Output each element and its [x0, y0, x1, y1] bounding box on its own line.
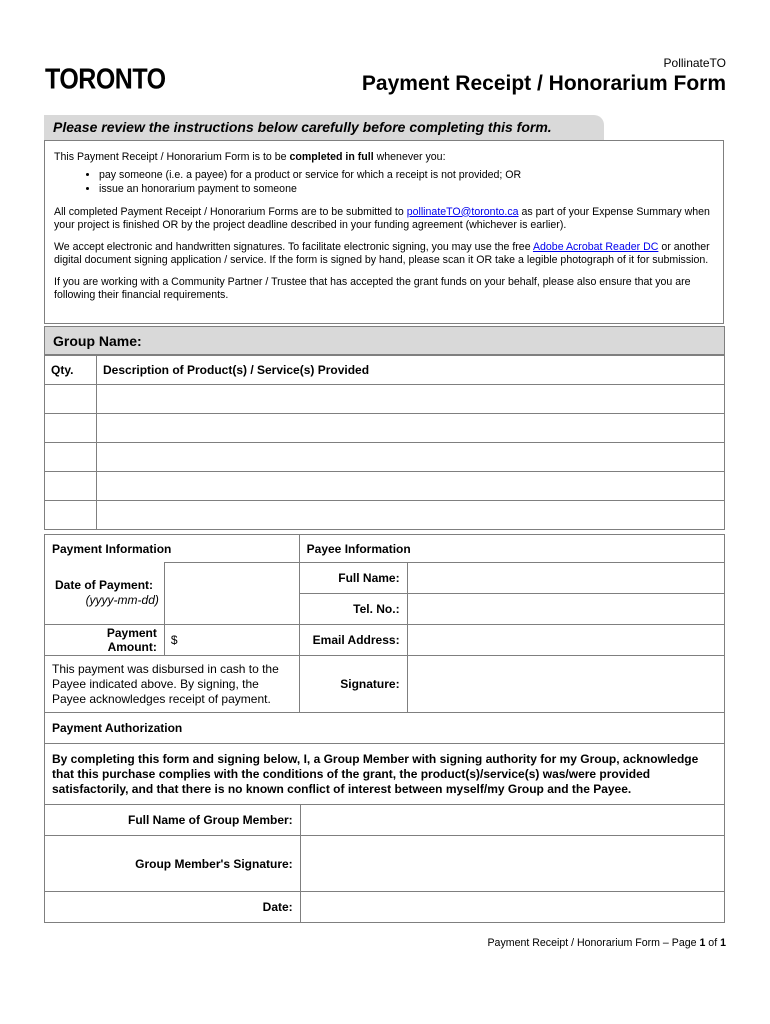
payment-amount-input[interactable]	[164, 625, 299, 656]
city-of-toronto-logo	[44, 54, 166, 96]
full-name-label: Full Name:	[299, 563, 407, 594]
list-item: • pay someone (i.e. a payee) for a product or service for which a receipt is not provided; OR	[99, 169, 714, 183]
qty-input[interactable]	[45, 443, 97, 472]
qty-input[interactable]	[45, 385, 97, 414]
email-input[interactable]	[407, 625, 724, 656]
qty-input[interactable]	[45, 501, 97, 530]
payee-info-title: Payee Information	[299, 535, 724, 563]
table-row	[45, 385, 725, 414]
page-total: 1	[720, 937, 726, 949]
member-signature-label: Group Member's Signature:	[45, 836, 301, 892]
table-row	[45, 414, 725, 443]
payment-payee-table	[44, 534, 725, 713]
tel-input[interactable]	[407, 594, 724, 625]
instructions-signatures: We accept electronic and handwritten signatures. To facilitate electronic signing, you may use the free Adobe Acrobat Reader DC or another digital document signing application / service. If the form is signed by hand, please scan it OR take a legible photograph of it for submission.	[54, 240, 710, 266]
table-row	[45, 501, 725, 530]
tel-label: Tel. No.:	[299, 594, 407, 625]
date-input[interactable]	[300, 892, 724, 923]
member-name-label: Full Name of Group Member:	[45, 805, 301, 836]
program-name: PollinateTO	[663, 56, 726, 70]
dollar-sign: $	[170, 633, 178, 647]
payment-info-title: Payment Information	[45, 535, 300, 563]
date-of-payment-input[interactable]	[164, 563, 299, 625]
table-row	[45, 443, 725, 472]
date-of-payment-label: Date of Payment: (yyyy-mm-dd)	[45, 563, 165, 625]
instructions-intro: This Payment Receipt / Honorarium Form is to be completed in full whenever you:	[54, 151, 446, 163]
email-label: Email Address:	[299, 625, 407, 656]
full-name-input[interactable]	[407, 563, 724, 594]
instructions-submission: All completed Payment Receipt / Honorarium Forms are to be submitted to pollinateTO@toronto.ca as part of your Expense Summary when your project is finished OR by the project deadline described in your funding agreement (whichever is earlier).	[54, 205, 710, 231]
instructions-bullet-list	[54, 169, 714, 197]
description-input[interactable]	[97, 501, 725, 530]
signature-label: Signature:	[299, 656, 407, 713]
description-input[interactable]	[97, 414, 725, 443]
instructions-box	[44, 140, 724, 324]
instructions-tab	[44, 115, 604, 140]
list-item: • issue an honorarium payment to someone	[99, 183, 714, 197]
description-input[interactable]	[97, 472, 725, 501]
logo-wordmark: TORONTO	[45, 62, 166, 96]
page-title: Payment Receipt / Honorarium Form	[361, 72, 726, 95]
email-link[interactable]: pollinateTO@toronto.ca	[406, 205, 519, 218]
payee-signature-input[interactable]	[407, 656, 724, 713]
table-row	[45, 472, 725, 501]
payment-amount-label: Payment Amount:	[45, 625, 165, 656]
description-column-header: Description of Product(s) / Service(s) Provided	[97, 356, 725, 385]
member-signature-input[interactable]	[300, 836, 724, 892]
authorization-statement: By completing this form and signing below, I, a Group Member with signing authority for my Group, acknowledge that this purchase complies with the conditions of the grant, the product(s)/service(s) was/were provided satisfactorily, and that there is no known conflict of interest between myself/my Group and the Payee.	[45, 744, 725, 805]
instructions-partner: If you are working with a Community Partner / Trustee that has accepted the grant funds on your behalf, please also ensure that you are following their financial requirements.	[54, 275, 691, 301]
qty-input[interactable]	[45, 472, 97, 501]
page-number: 1	[699, 937, 706, 949]
authorization-title: Payment Authorization	[45, 713, 725, 744]
description-input[interactable]	[97, 385, 725, 414]
group-name-field[interactable]	[44, 326, 725, 355]
table-header-row	[45, 356, 725, 385]
page-footer: Payment Receipt / Honorarium Form – Page 1 of 1	[487, 937, 726, 949]
items-table	[44, 355, 725, 530]
qty-input[interactable]	[45, 414, 97, 443]
qty-column-header: Qty.	[45, 356, 97, 385]
acrobat-reader-link[interactable]: Adobe Acrobat Reader DC	[532, 240, 659, 253]
member-name-input[interactable]	[300, 805, 724, 836]
instructions-title: Please review the instructions below carefully before completing this form.	[53, 119, 552, 135]
description-input[interactable]	[97, 443, 725, 472]
cash-disbursement-note: This payment was disbursed in cash to the Payee indicated above. By signing, the Payee acknowledges receipt of payment.	[45, 656, 300, 713]
authorization-table	[44, 712, 725, 923]
date-label: Date:	[45, 892, 301, 923]
group-name-label: Group Name:	[53, 333, 142, 349]
